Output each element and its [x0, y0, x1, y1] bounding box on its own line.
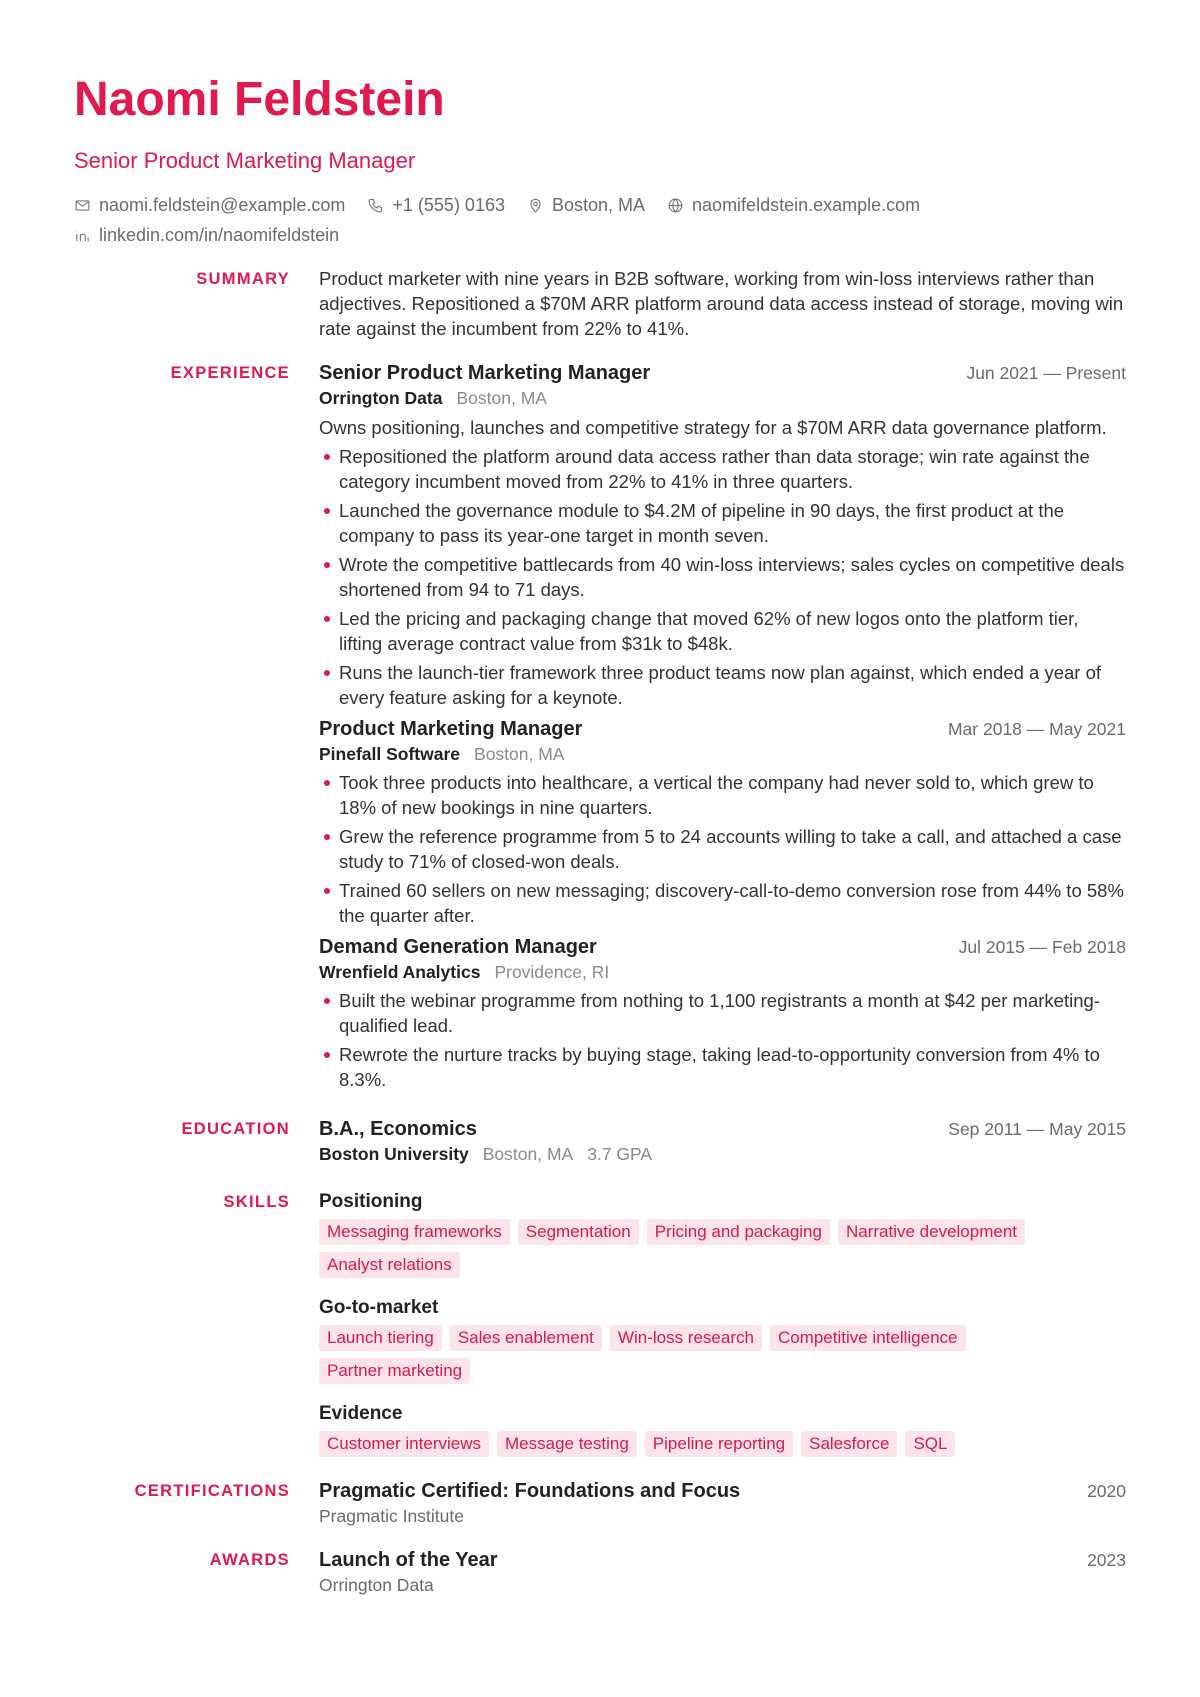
section-label: SUMMARY: [196, 270, 290, 288]
experience-section: [74, 360, 1126, 1096]
skill-tag: Pricing and packaging: [647, 1219, 830, 1245]
bullet-item: Wrote the competitive battlecards from 40 win-loss interviews; sales cycles on competitive deals shortened from 94 to 71 days.: [319, 552, 1126, 602]
skill-tag: Segmentation: [518, 1219, 639, 1245]
skill-tag: Partner marketing: [319, 1358, 470, 1384]
contact-linkedin[interactable]: [74, 223, 339, 247]
summary-text: Product marketer with nine years in B2B software, working from win-loss interviews rather than adjectives. Repositioned a $70M ARR platform around data access instead of storage, moving win rate against the incumbent from 22% to 41%.: [319, 268, 1124, 339]
skill-tag: Sales enablement: [450, 1325, 602, 1351]
award-title: Launch of the Year: [319, 1549, 498, 1571]
linkedin-text: linkedin.com/in/naomifeldstein: [99, 225, 340, 245]
bullet-item: Took three products into healthcare, a vertical the company had never sold to, which grew to 18% of new bookings in nine quarters.: [319, 770, 1126, 820]
contact-phone[interactable]: [367, 193, 505, 217]
job-bullets: [319, 988, 1126, 1092]
section-label: EXPERIENCE: [170, 364, 290, 382]
job-entry: [319, 934, 1126, 1092]
contact-website[interactable]: [667, 193, 920, 217]
skill-group: [319, 1189, 1126, 1285]
website-text: naomifeldstein.example.com: [692, 195, 921, 215]
skill-group: [319, 1401, 1126, 1464]
contact-email[interactable]: [74, 193, 345, 217]
section-label: CERTIFICATIONS: [134, 1482, 290, 1500]
gpa: 3.7 GPA: [587, 1144, 653, 1164]
skill-tag: Salesforce: [801, 1431, 897, 1457]
section-label: AWARDS: [209, 1551, 290, 1569]
skill-tag: Narrative development: [838, 1219, 1025, 1245]
skill-group-title: Evidence: [319, 1403, 403, 1424]
job-company: Wrenfield Analytics: [319, 962, 481, 982]
job-dates: Jul 2015 — Feb 2018: [958, 937, 1126, 957]
job-bullets: [319, 770, 1126, 928]
award-year: 2023: [1087, 1550, 1126, 1570]
candidate-name: Naomi Feldstein: [74, 73, 445, 126]
skill-tag: Customer interviews: [319, 1431, 489, 1457]
job-entry: [319, 360, 1126, 710]
job-bullets: [319, 444, 1126, 710]
phone-text: +1 (555) 0163: [392, 195, 505, 215]
job-dates: Mar 2018 — May 2021: [947, 719, 1126, 739]
globe-icon: [667, 197, 684, 214]
bullet-item: Built the webinar programme from nothing to 1,100 registrants a month at $42 per marketing-qualified lead.: [319, 988, 1126, 1038]
mail-icon: [74, 197, 91, 214]
skill-group: [319, 1295, 1126, 1391]
skill-tag: Messaging frameworks: [319, 1219, 510, 1245]
education-dates: Sep 2011 — May 2015: [948, 1119, 1126, 1139]
email-text: naomi.feldstein@example.com: [99, 195, 346, 215]
degree: B.A., Economics: [319, 1118, 477, 1140]
job-dates: Jun 2021 — Present: [966, 363, 1126, 383]
job-company: Orrington Data: [319, 388, 443, 408]
location-text: Boston, MA: [551, 195, 646, 215]
skill-group-title: Positioning: [319, 1191, 423, 1212]
contact-info: [74, 190, 1126, 250]
skill-tag: Launch tiering: [319, 1325, 442, 1351]
skill-tag: Win-loss research: [610, 1325, 762, 1351]
job-company: Pinefall Software: [319, 744, 461, 764]
job-title: Demand Generation Manager: [319, 936, 597, 958]
certifications-section: [74, 1478, 1126, 1529]
skill-group-title: Go-to-market: [319, 1297, 439, 1318]
bullet-item: Trained 60 sellers on new messaging; discovery-call-to-demo conversion rose from 44% to 58% the quarter after.: [319, 878, 1126, 928]
certification-issuer: Pragmatic Institute: [319, 1506, 464, 1526]
summary-section: [74, 266, 1126, 341]
section-label: SKILLS: [223, 1193, 290, 1211]
section-label: EDUCATION: [181, 1120, 290, 1138]
job-entry: [319, 716, 1126, 928]
bullet-item: Repositioned the platform around data access rather than data storage; win rate against the category incumbent moved from 22% to 41% in three quarters.: [319, 444, 1126, 494]
job-location: Providence, RI: [494, 962, 610, 982]
education-section: [74, 1116, 1126, 1166]
bullet-item: Grew the reference programme from 5 to 24 accounts willing to take a call, and attached a case study to 71% of closed-won deals.: [319, 824, 1126, 874]
skill-tag: Message testing: [497, 1431, 637, 1457]
linkedin-icon: [74, 227, 91, 244]
awards-section: [74, 1547, 1126, 1598]
school-location: Boston, MA: [482, 1144, 574, 1164]
job-location: Boston, MA: [456, 388, 547, 408]
phone-icon: [367, 197, 384, 214]
candidate-title: Senior Product Marketing Manager: [74, 148, 416, 173]
school-name: Boston University: [319, 1144, 469, 1164]
bullet-item: Runs the launch-tier framework three product teams now plan against, which ended a year of every feature asking for a keynote.: [319, 660, 1126, 710]
skill-tag: Pipeline reporting: [645, 1431, 793, 1457]
skill-tag: Analyst relations: [319, 1252, 460, 1278]
job-title: Senior Product Marketing Manager: [319, 362, 651, 384]
job-title: Product Marketing Manager: [319, 718, 583, 740]
contact-location: [527, 193, 645, 217]
bullet-item: Rewrote the nurture tracks by buying stage, taking lead-to-opportunity conversion from 4% to 8.3%.: [319, 1042, 1126, 1092]
skills-section: [74, 1189, 1126, 1464]
skill-tag: SQL: [905, 1431, 955, 1457]
award-issuer: Orrington Data: [319, 1575, 434, 1595]
job-description: Owns positioning, launches and competitive strategy for a $70M ARR data governance platform.: [319, 417, 1107, 438]
certification-year: 2020: [1087, 1481, 1126, 1501]
location-pin-icon: [527, 197, 544, 214]
bullet-item: Led the pricing and packaging change that moved 62% of new logos onto the platform tier, lifting average contract value from $31k to $48k.: [319, 606, 1126, 656]
skill-tag: Competitive intelligence: [770, 1325, 966, 1351]
bullet-item: Launched the governance module to $4.2M of pipeline in 90 days, the first product at the company to pass its year-one target in month seven.: [319, 498, 1126, 548]
job-location: Boston, MA: [474, 744, 565, 764]
certification-title: Pragmatic Certified: Foundations and Focus: [319, 1480, 741, 1502]
